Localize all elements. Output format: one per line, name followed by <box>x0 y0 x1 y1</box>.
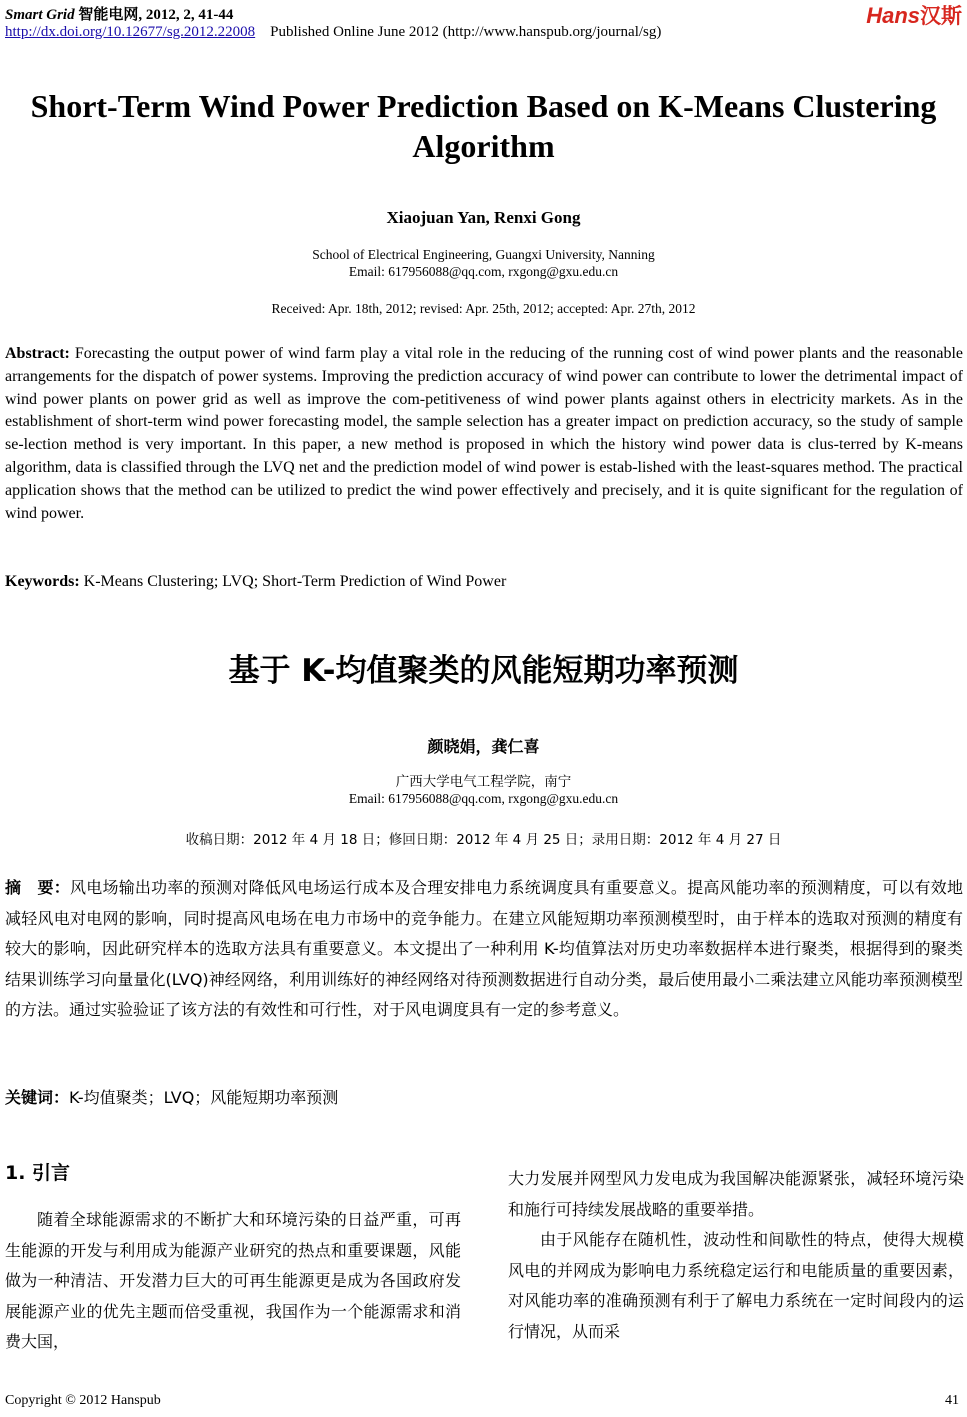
paper-title: Short-Term Wind Power Prediction Based on K-Means Clustering Algorithm <box>30 88 937 164</box>
right-paragraph-1: 大力发展并网型风力发电成为我国解决能源紧张，减轻环境污染和施行可持续发展战略的重要举措。 <box>508 1169 964 1219</box>
cn-title: 基于 K-均值聚类的风能短期功率预测 <box>228 653 739 689</box>
cn-keywords <box>5 1085 338 1108</box>
keywords <box>5 573 506 591</box>
abstract-label: Abstract: <box>5 345 70 362</box>
cn-affiliation: 广西大学电气工程学院，南宁 <box>395 774 572 790</box>
cn-dates: 收稿日期：2012 年 4 月 18 日；修回日期：2012 年 4 月 25 日；录用日期：2012 年 4 月 27 日 <box>185 832 782 848</box>
affiliation: School of Electrical Engineering, Guangxi University, Nanning <box>312 247 655 262</box>
abstract <box>5 343 963 525</box>
published-online: Published Online June 2012 (http://www.hanspub.org/journal/sg) <box>270 24 662 40</box>
journal-name-en: Smart Grid <box>5 7 75 23</box>
copyright: Copyright © 2012 Hanspub <box>5 1393 161 1408</box>
journal-header <box>5 3 233 24</box>
doi-link[interactable]: http://dx.doi.org/10.12677/sg.2012.22008 <box>5 24 256 40</box>
affiliation-block <box>0 246 967 280</box>
right-column <box>508 1164 964 1347</box>
cn-abstract-text: 风电场输出功率的预测对降低风电场运行成本及合理安排电力系统调度具有重要意义。提高风能功率的预测精度，可以有效地减轻风电对电网的影响，同时提高风电场在电力市场中的竞争能力。在建立风能短期功率预测模型时，由于样本的选取对预测的精度有较大的影响，因此研究样本的选取方法具有重要意义。本文提出了一种利用 K-均值算法对历史功率数据样本进行聚类，根据得到的聚类结果训练学习向量量化(LVQ)神经网络，利用训练好的神经网络对待预测数据进行自动分类，最后使用最小二乘法建立风能功率预测模型的方法。通过实验验证了该方法的有效性和可行性，对于风电调度具有一定的参考意义。 <box>5 878 963 1019</box>
hans-logo <box>866 0 962 30</box>
authors: Xiaojuan Yan, Renxi Gong <box>386 208 581 227</box>
keywords-text: K-Means Clustering; LVQ; Short-Term Prediction of Wind Power <box>83 573 507 590</box>
cn-authors: 颜晓娟，龚仁喜 <box>427 737 540 756</box>
cn-keywords-text: K-均值聚类；LVQ；风能短期功率预测 <box>69 1088 339 1107</box>
doi-line <box>5 24 661 41</box>
right-paragraph-2: 由于风能存在随机性，波动性和间歇性的特点，使得大规模风电的并网成为影响电力系统稳定运行和电能质量的重要因素，对风能功率的准确预测有利于了解电力系统在一定时间段内的运行情况，从而采 <box>508 1230 964 1341</box>
cn-abstract-label: 摘 要： <box>5 878 70 897</box>
cn-email: Email: 617956088@qq.com, rxgong@gxu.edu.cn <box>348 791 619 806</box>
abstract-text: Forecasting the output power of wind farm play a vital role in the reducing of the running cost of wind power plants and the reasonable arrangements for the dispatch of power systems. Improving the prediction accuracy of wind power can contribute to lower the detrimental impact of wind power plants on power grid as well as improve the com-petitiveness of wind power plants against others in electricity markets. As in the establishment of short-term wind power forecasting model, the sample selection has a greater impact on prediction accuracy, so the study of sample se-lection method is very important. In this paper, a new method is proposed in which the history wind power data is clus-terred by K-means algorithm, data is classified through the LVQ net and the prediction model of wind power is estab-lished with the least-squares method. The practical application shows that the method can be utilized to predict the wind power effectively and precisely, and it is quite significant for the regulation of wind power. <box>5 345 964 522</box>
journal-info-cn: 智能电网, 2012, 2, 41-44 <box>78 7 234 23</box>
left-column <box>5 1205 461 1358</box>
logo-cn: 汉斯 <box>920 5 962 28</box>
section-heading: 1. 引言 <box>5 1162 71 1184</box>
keywords-label: Keywords: <box>5 573 80 590</box>
cn-keywords-label: 关键词： <box>5 1088 70 1107</box>
cn-abstract <box>5 873 963 1026</box>
email: Email: 617956088@qq.com, rxgong@gxu.edu.cn <box>348 264 619 279</box>
logo-latin: Hans <box>866 3 920 28</box>
received-dates: Received: Apr. 18th, 2012; revised: Apr. 25th, 2012; accepted: Apr. 27th, 2012 <box>271 301 696 316</box>
left-paragraph: 随着全球能源需求的不断扩大和环境污染的日益严重，可再生能源的开发与利用成为能源产业研究的热点和重要课题，风能做为一种清洁、开发潜力巨大的可再生能源更是成为各国政府发展能源产业的优先主题而倍受重视，我国作为一个能源需求和消费大国， <box>5 1210 461 1351</box>
page-number: 41 <box>945 1393 959 1408</box>
